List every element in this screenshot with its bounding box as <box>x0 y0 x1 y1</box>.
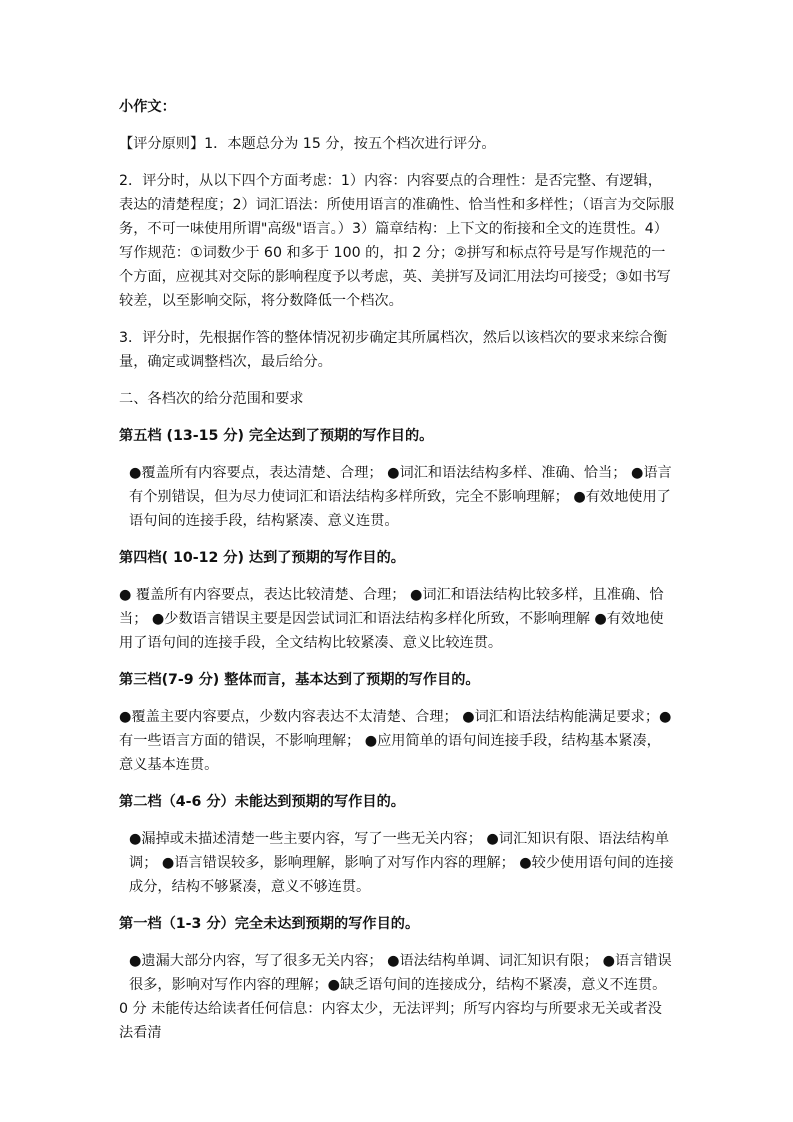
scoring-procedure: 3．评分时，先根据作答的整体情况初步确定其所属档次，然后以该档次的要求来综合衡量，确定或调整档次，最后给分。 <box>119 330 668 370</box>
grade3-heading: 第三档(7-9 分) 整体而言，基本达到了预期的写作目的。 <box>119 672 480 688</box>
grade2-heading: 第二档（4-6 分）未能达到预期的写作目的。 <box>119 794 405 810</box>
grade1-criteria: ●遗漏大部分内容，写了很多无关内容； ●语法结构单调、词汇知识有限； ●语言错误很多，影响对写作内容的理解；●缺乏语句间的连接成分，结构不紧凑，意义不连贯。 <box>129 953 672 993</box>
scoring-aspects: 2．评分时，从以下四个方面考虑：1）内容：内容要点的合理性：是否完整、有逻辑，表达的清楚程度；2）词汇语法：所使用语言的准确性、恰当性和多样性；（语言为交际服务，不可一味使用所谓"高级"语言。）3）篇章结构：上下文的衔接和全文的连贯性。4）写作规范：①词数少于 60 和多于 100 的，扣 2 分；②拼写和标点符号是写作规范的一个方面，应视其对交际的影响程度予以考虑，英、美拼写及词汇用法均可接受；③如书写较差，以至影响交际，将分数降低一个档次。 <box>119 173 675 309</box>
grade4-criteria: ● 覆盖所有内容要点，表达比较清楚、合理； ●词汇和语法结构比较多样，且准确、恰当； ●少数语言错误主要是因尝试词汇和语法结构多样化所致，不影响理解 ●有效地使用了语句间的连接手段，全文结构比较紧凑、意义比较连贯。 <box>119 587 664 651</box>
grade5-heading: 第五档 (13-15 分) 完全达到了预期的写作目的。 <box>119 428 434 444</box>
grade1-heading: 第一档（1-3 分）完全未达到预期的写作目的。 <box>119 916 420 932</box>
grade2-criteria: ●漏掉或未描述清楚一些主要内容，写了一些无关内容； ●词汇知识有限、语法结构单调； ●语言错误较多，影响理解，影响了对写作内容的理解； ●较少使用语句间的连接成分，结构不够紧凑，意义不够连贯。 <box>129 831 674 895</box>
document-content <box>119 95 675 1045</box>
doc-title: 小作文： <box>119 99 176 115</box>
scoring-principle: 【评分原则】1．本题总分为 15 分，按五个档次进行评分。 <box>119 136 496 152</box>
grade5-criteria: ●覆盖所有内容要点，表达清楚、合理； ●词汇和语法结构多样、准确、恰当； ●语言有个别错误，但为尽力使词汇和语法结构多样所致，完全不影响理解； ●有效地使用了语句间的连接手段，结构紧凑、意义连贯。 <box>129 465 672 529</box>
section-heading: 二、各档次的给分范围和要求 <box>119 391 304 407</box>
grade0-criteria: 0 分 未能传达给读者任何信息：内容太少，无法评判；所写内容均与所要求无关或者没法看清 <box>119 1001 662 1041</box>
grade3-criteria: ●覆盖主要内容要点，少数内容表达不太清楚、合理； ●词汇和语法结构能满足要求；●有一些语言方面的错误，不影响理解； ●应用简单的语句间连接手段，结构基本紧凑，意义基本连贯。 <box>119 709 672 773</box>
grade4-heading: 第四档( 10-12 分) 达到了预期的写作目的。 <box>119 550 405 566</box>
